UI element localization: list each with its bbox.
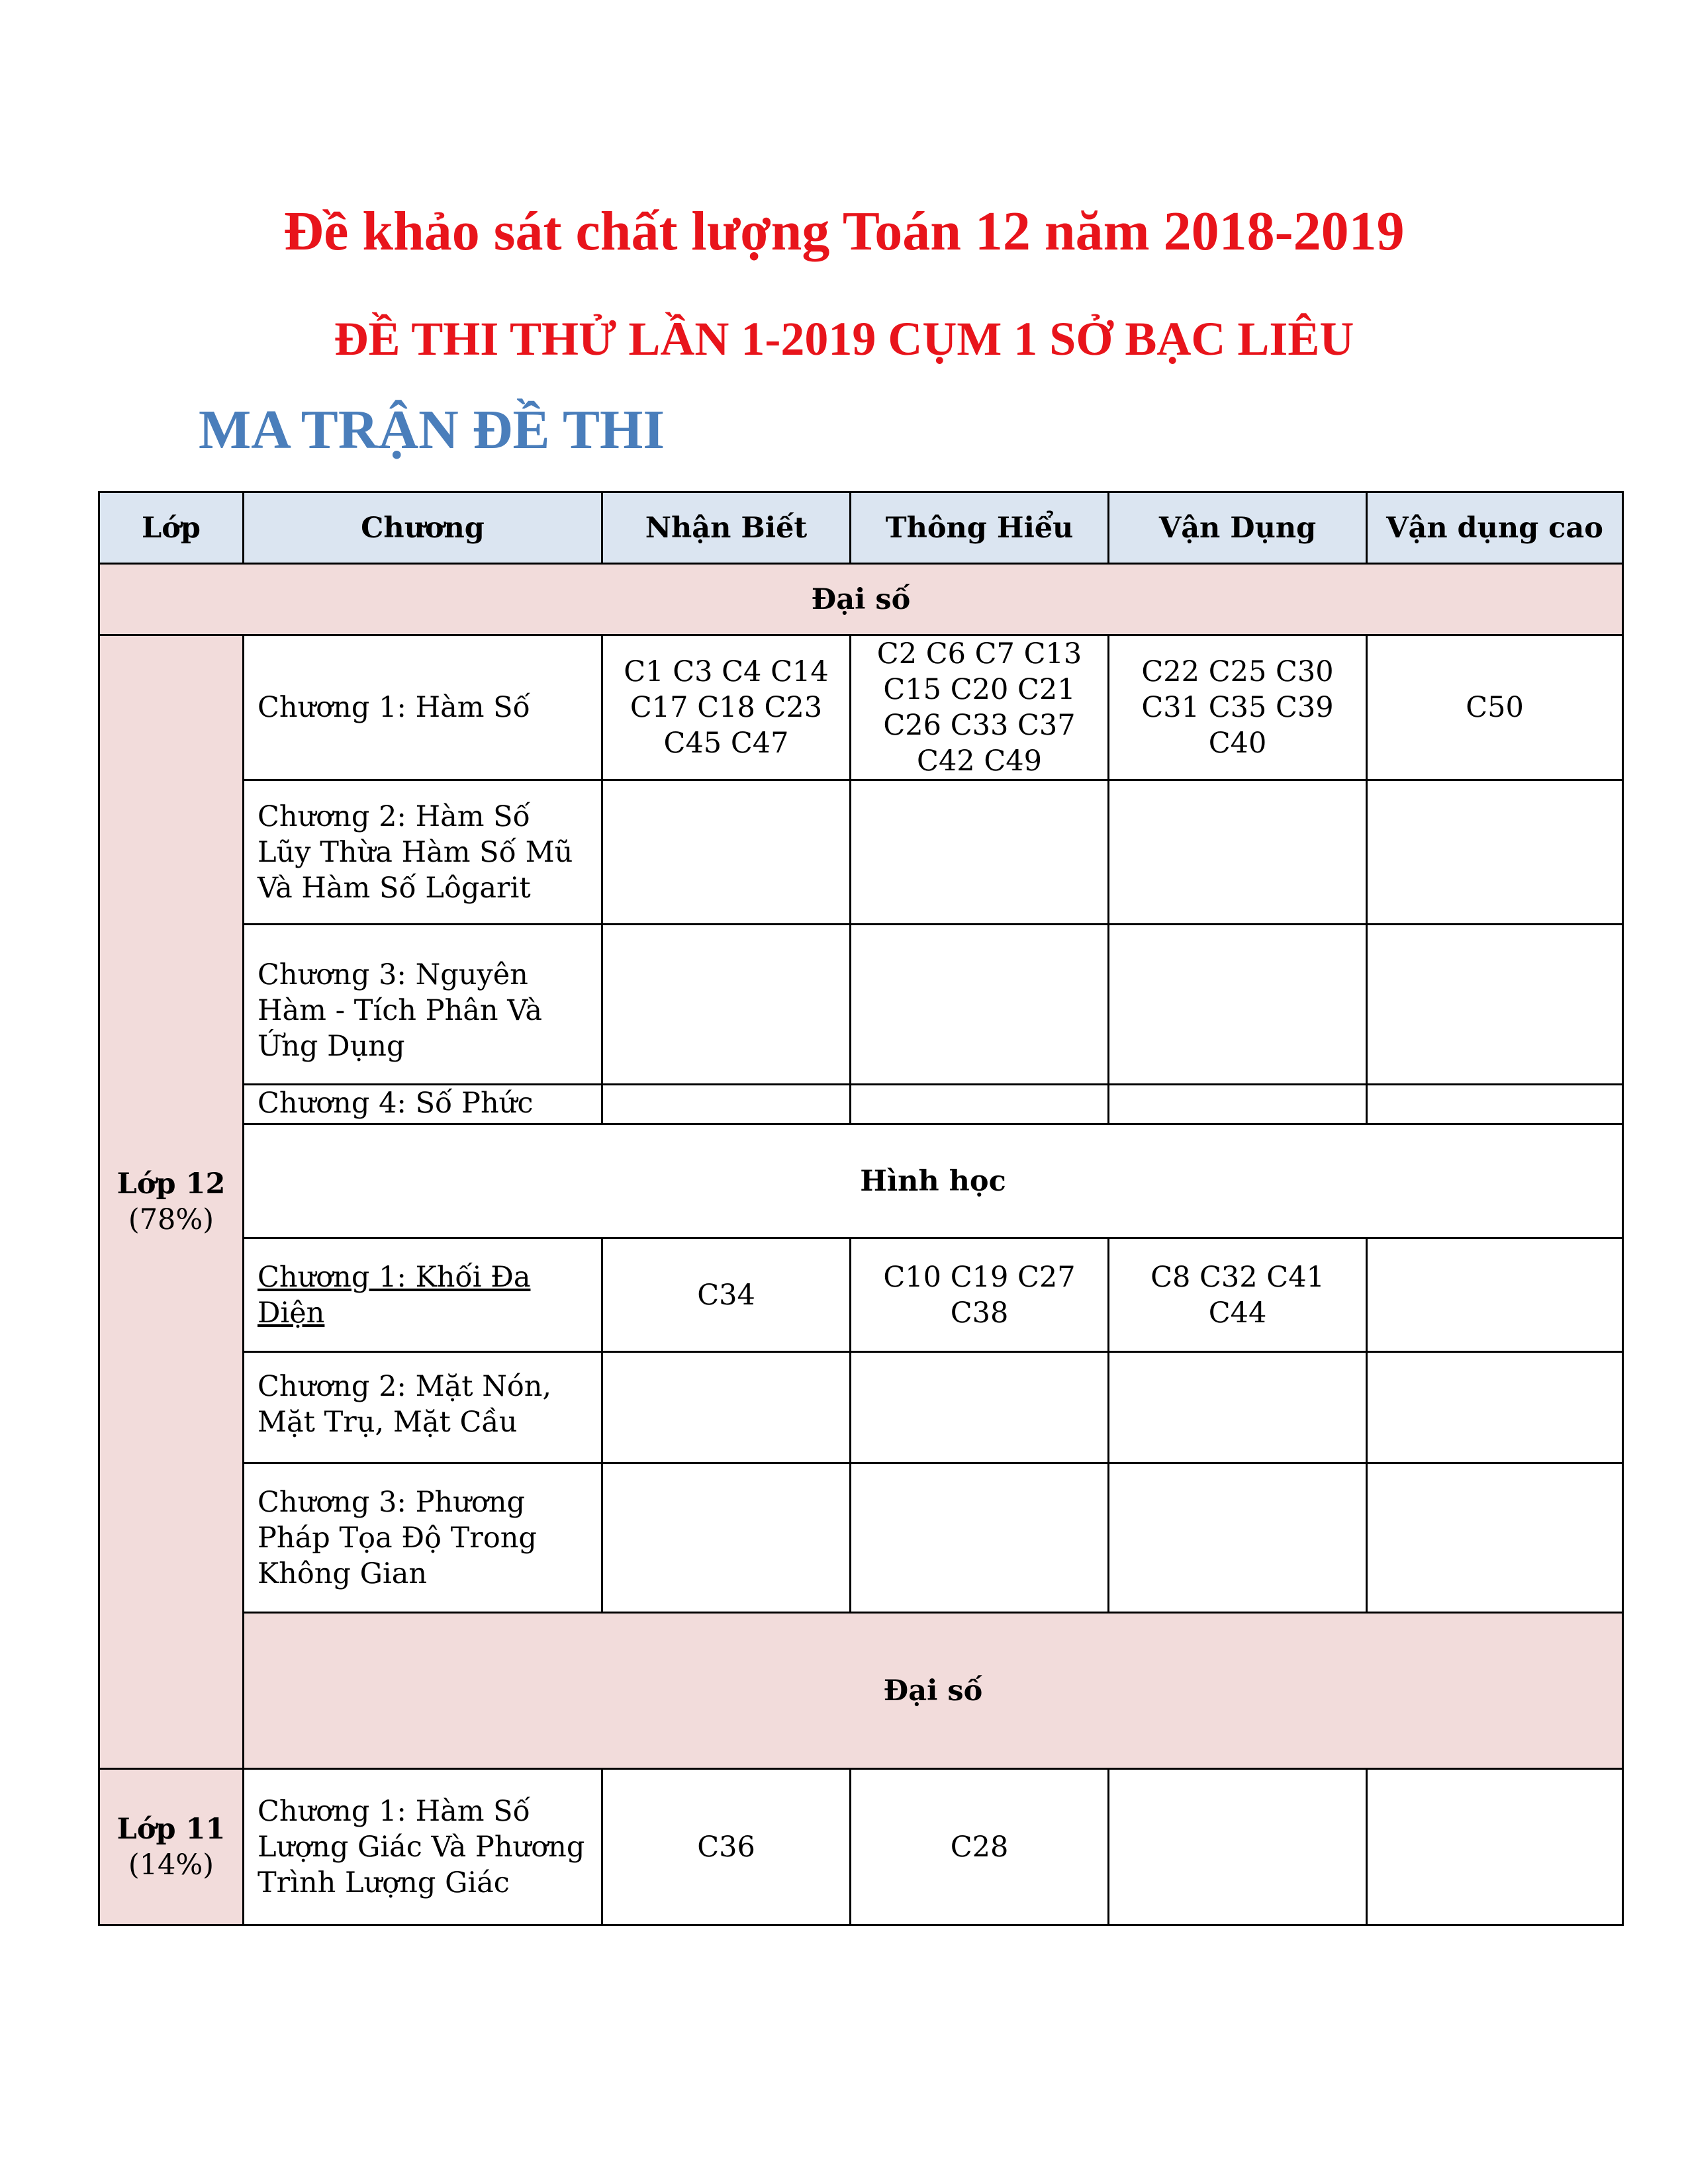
thong-hieu-cell: C10 C19 C27 C38 [851, 1238, 1109, 1352]
col-header-thong-hieu: Thông Hiểu [851, 492, 1109, 564]
thong-hieu-cell: C28 [851, 1769, 1109, 1925]
table-row [99, 1085, 1623, 1124]
van-dung-cell [1109, 1352, 1367, 1463]
nhan-biet-cell [602, 1085, 851, 1124]
header-row [99, 492, 1623, 564]
van-dung-cell [1109, 780, 1367, 925]
section-label: Đại số [99, 564, 1623, 635]
chapter-cell: Chương 3: Nguyên Hàm - Tích Phân Và Ứng Dụng [244, 925, 602, 1085]
chapter-link-text: Chương 1: Khối Đa Diện [258, 1260, 531, 1330]
document-subtitle: ĐỀ THI THỬ LẦN 1-2019 CỤM 1 SỞ BẠC LIÊU [334, 312, 1354, 365]
van-dung-cao-cell [1367, 780, 1623, 925]
chapter-cell: Chương 2: Mặt Nón, Mặt Trụ, Mặt Cầu [244, 1352, 602, 1463]
van-dung-cell [1109, 1085, 1367, 1124]
van-dung-cell [1109, 1769, 1367, 1925]
section-row-dai-so-11 [99, 1613, 1623, 1769]
table-row [99, 1769, 1623, 1925]
chapter-cell [244, 1238, 602, 1352]
grade-percent: (78%) [128, 1203, 214, 1236]
nhan-biet-cell [602, 925, 851, 1085]
thong-hieu-cell [851, 1085, 1109, 1124]
table-row [99, 925, 1623, 1085]
van-dung-cell: C8 C32 C41 C44 [1109, 1238, 1367, 1352]
thong-hieu-cell [851, 780, 1109, 925]
van-dung-cao-cell [1367, 925, 1623, 1085]
nhan-biet-cell [602, 1463, 851, 1613]
van-dung-cao-cell [1367, 1238, 1623, 1352]
thong-hieu-cell [851, 1463, 1109, 1613]
van-dung-cao-cell: C50 [1367, 635, 1623, 780]
van-dung-cao-cell [1367, 1352, 1623, 1463]
document-title: Đề khảo sát chất lượng Toán 12 năm 2018-2019 [283, 201, 1405, 262]
van-dung-cao-cell [1367, 1463, 1623, 1613]
nhan-biet-cell [602, 780, 851, 925]
grade-percent: (14%) [128, 1848, 214, 1882]
grade-label: Lớp 11 [117, 1812, 226, 1846]
thong-hieu-cell [851, 925, 1109, 1085]
table-row [99, 1238, 1623, 1352]
chapter-cell: Chương 4: Số Phức [244, 1085, 602, 1124]
section-label: Hình học [244, 1124, 1623, 1238]
col-header-lop: Lớp [99, 492, 244, 564]
nhan-biet-cell: C1 C3 C4 C14 C17 C18 C23 C45 C47 [602, 635, 851, 780]
table-row [99, 1463, 1623, 1613]
col-header-nhan-biet: Nhận Biết [602, 492, 851, 564]
table-row [99, 635, 1623, 780]
table-row [99, 780, 1623, 925]
chapter-cell: Chương 1: Hàm Số [244, 635, 602, 780]
col-header-chuong: Chương [244, 492, 602, 564]
nhan-biet-cell: C34 [602, 1238, 851, 1352]
thong-hieu-cell: C2 C6 C7 C13 C15 C20 C21 C26 C33 C37 C42 C49 [851, 635, 1109, 780]
chapter-cell: Chương 2: Hàm Số Lũy Thừa Hàm Số Mũ Và Hàm Số Lôgarit [244, 780, 602, 925]
section-row-hinh-hoc-12 [99, 1124, 1623, 1238]
van-dung-cao-cell [1367, 1769, 1623, 1925]
col-header-van-dung-cao: Vận dụng cao [1367, 492, 1623, 564]
nhan-biet-cell [602, 1352, 851, 1463]
van-dung-cao-cell [1367, 1085, 1623, 1124]
section-row-dai-so-12 [99, 564, 1623, 635]
table-row [99, 1352, 1623, 1463]
van-dung-cell: C22 C25 C30 C31 C35 C39 C40 [1109, 635, 1367, 780]
chapter-cell: Chương 3: Phương Pháp Tọa Độ Trong Không Gian [244, 1463, 602, 1613]
exam-matrix-table [98, 491, 1624, 1926]
nhan-biet-cell: C36 [602, 1769, 851, 1925]
van-dung-cell [1109, 1463, 1367, 1613]
grade-label: Lớp 12 [117, 1167, 226, 1201]
van-dung-cell [1109, 925, 1367, 1085]
chapter-cell: Chương 1: Hàm Số Lượng Giác Và Phương Trình Lượng Giác [244, 1769, 602, 1925]
section-label: Đại số [244, 1613, 1623, 1769]
grade-cell-lop-12 [99, 635, 244, 1769]
thong-hieu-cell [851, 1352, 1109, 1463]
grade-cell-lop-11 [99, 1769, 244, 1925]
col-header-van-dung: Vận Dụng [1109, 492, 1367, 564]
matrix-heading: MA TRẬN ĐỀ THI [199, 399, 665, 461]
